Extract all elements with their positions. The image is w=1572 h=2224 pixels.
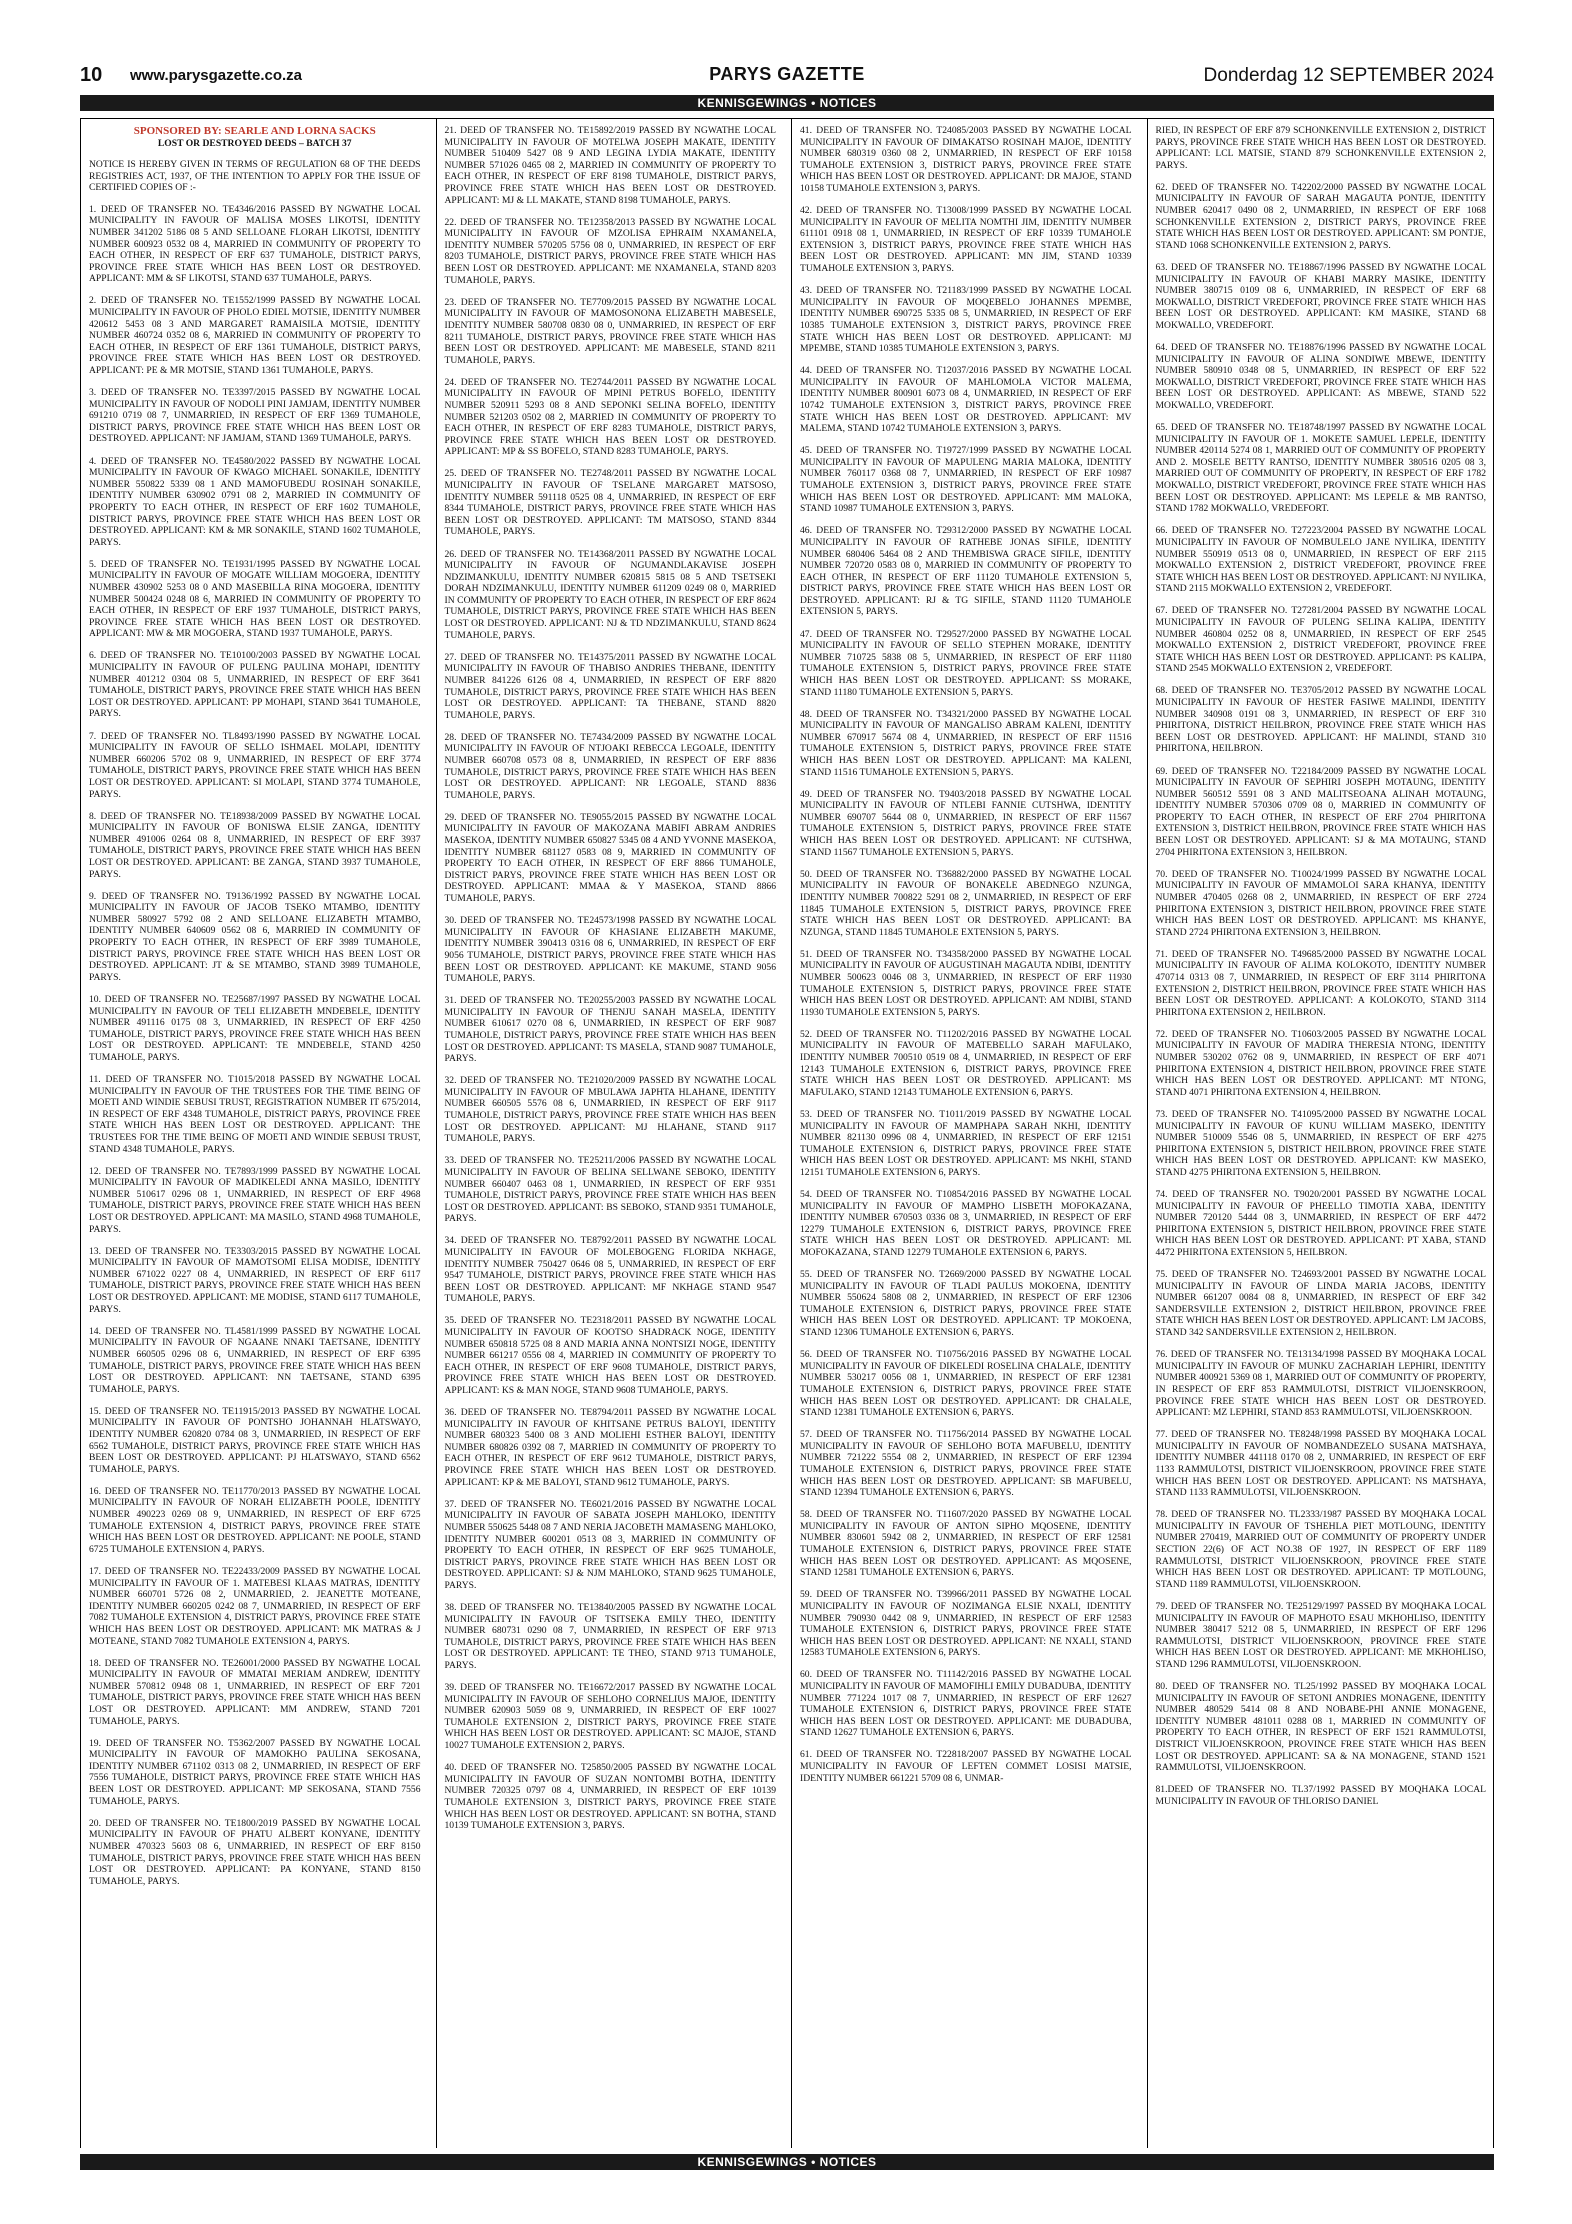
column-2 (436, 119, 784, 2148)
deed-notice-entry: 51. DEED OF TRANSFER NO. T34358/2000 PASSED BY NGWATHE LOCAL MUNICIPALITY IN FAVOUR OF AUGUSTINAH MAGAUTA NDIBI, IDENTITY NUMBER 500623 0046 08 3, UNMARRIED, IN RESPECT OF ERF 11930 TUMAHOLE EXTENSION 5, DISTRICT PARYS, PROVINCE FREE STATE WHICH HAS BEEN LOST OR DESTROYED. APPLICANT: AM NDIBI, STAND 11930 TUMAHOLE EXTENSION 5, PARYS. (800, 948, 1132, 1018)
deed-notice-entry: 63. DEED OF TRANSFER NO. TE18867/1996 PASSED BY NGWATHE LOCAL MUNICIPALITY IN FAVOUR OF KHABI MARRY MASIKE, IDENTITY NUMBER 380715 0109 08 6, UNMARRIED, IN RESPECT OF ERF 68 MOKWALLO, DISTRICT VREDEFORT, PROVINCE FREE STATE WHICH HAS BEEN LOST OR DESTROYED. APPLICANT: KM MASIKE, STAND 68 MOKWALLO, VREDEFORT. (1155, 261, 1486, 331)
deed-notice-entry: 46. DEED OF TRANSFER NO. T29312/2000 PASSED BY NGWATHE LOCAL MUNICIPALITY IN FAVOUR OF RATHEBE JONAS SIFILE, IDENTITY NUMBER 680406 5464 08 2 AND THEMBISWA GRACE SIFILE, IDENTITY NUMBER 720720 0583 08 0, MARRIED IN COMMUNITY OF PROPERTY TO EACH OTHER, IN RESPECT OF ERF 11120 TUMAHOLE EXTENSION 5, DISTRICT PARYS, PROVINCE FREE STATE WHICH HAS BEEN LOST OR DESTROYED. APPLICANT: RJ & TG SIFILE, STAND 11120 TUMAHOLE EXTENSION 5, PARYS. (800, 525, 1132, 618)
notices-banner-top: KENNISGEWINGS • NOTICES (80, 95, 1494, 111)
deed-notice-entry: 43. DEED OF TRANSFER NO. T21183/1999 PASSED BY NGWATHE LOCAL MUNICIPALITY IN FAVOUR OF MOQEBELO JOHANNES MPEMBE, IDENTITY NUMBER 690725 5335 08 5, UNMARRIED, IN RESPECT OF ERF 10385 TUMAHOLE EXTENSION 3, DISTRICT PARYS, PROVINCE FREE STATE WHICH HAS BEEN LOST OR DESTROYED. APPLICANT: MJ MPEMBE, STAND 10385 TUMAHOLE EXTENSION 3, PARYS. (800, 285, 1132, 355)
deed-notice-entry: 29. DEED OF TRANSFER NO. TE9055/2015 PASSED BY NGWATHE LOCAL MUNICIPALITY IN FAVOUR OF MAKOZANA MABIFI ABRAM ANDRIES MASEKOA, IDENTITY NUMBER 650827 5345 08 4 AND YVONNE MASEKOA, IDENTITY NUMBER 681127 0583 08 9, MARRIED IN COMMUNITY OF PROPERTY TO EACH OTHER, IN RESPECT OF ERF 8866 TUMAHOLE, DISTRICT PARYS, PROVINCE FREE STATE WHICH HAS BEEN LOST OR DESTROYED. APPLICANT: MMAA & Y MASEKOA, STAND 8866 TUMAHOLE, PARYS. (444, 811, 776, 905)
deed-notice-entry: 28. DEED OF TRANSFER NO. TE7434/2009 PASSED BY NGWATHE LOCAL MUNICIPALITY IN FAVOUR OF NTJOAKI REBECCA LEGOALE, IDENTITY NUMBER 660708 0573 08 8, UNMARRIED, IN RESPECT OF ERF 8836 TUMAHOLE, DISTRICT PARYS, PROVINCE FREE STATE WHICH HAS BEEN LOST OR DESTROYED. APPLICANT: NR LEGOALE, STAND 8836 TUMAHOLE, PARYS. (444, 731, 776, 801)
column-entries (1156, 125, 1487, 1807)
deed-notice-entry: 80. DEED OF TRANSFER NO. TL25/1992 PASSED BY MOQHAKA LOCAL MUNICIPALITY IN FAVOUR OF SETONI ANDRIES MONAGENE, IDENTITY NUMBER 480529 5414 08 8 AND NOBABE-PHI ANNIE MONAGENE, IDENTITY NUMBER 481011 0288 08 1, MARRIED IN COMMUNITY OF PROPERTY TO EACH OTHER, IN RESPECT OF ERF 1521 RAMMULOTSI, DISTRICT VILJOENSKROON, PROVINCE FREE STATE WHICH HAS BEEN LOST OR DESTROYED. APPLICANT: SA & NA MONAGENE, STAND 1521 RAMMULOTSI, VILJOENSKROON. (1155, 1680, 1486, 1774)
deed-notice-entry: 2. DEED OF TRANSFER NO. TE1552/1999 PASSED BY NGWATHE LOCAL MUNICIPALITY IN FAVOUR OF PHOLO EDIEL MOTSIE, IDENTITY NUMBER 420612 5453 08 3 AND MARGARET RAMAISILA MOTSIE, IDENTITY NUMBER 460724 0352 08 6, MARRIED IN COMMUNITY OF PROPERTY TO EACH OTHER, IN RESPECT OF ERF 1361 TUMAHOLE, DISTRICT PARYS, PROVINCE FREE STATE WHICH HAS BEEN LOST OR DESTROYED. APPLICANT: PE & MR MOTSIE, STAND 1361 TUMAHOLE, PARYS. (89, 295, 421, 376)
column-entries (445, 125, 777, 1832)
column-entries (800, 125, 1132, 1784)
deed-notice-entry: 54. DEED OF TRANSFER NO. T10854/2016 PASSED BY NGWATHE LOCAL MUNICIPALITY IN FAVOUR OF MAMPHO LISBETH MOFOKAZANA, IDENTITY NUMBER 670503 0336 08 3, UNMARRIED, IN RESPECT OF ERF 12279 TUMAHOLE EXTENSION 6, DISTRICT PARYS, PROVINCE FREE STATE WHICH HAS BEEN LOST OR DESTROYED. APPLICANT: ML MOFOKAZANA, STAND 12279 TUMAHOLE EXTENSION 6, PARYS. (800, 1189, 1132, 1258)
deed-notice-entry: 45. DEED OF TRANSFER NO. T19727/1999 PASSED BY NGWATHE LOCAL MUNICIPALITY IN FAVOUR OF MAPULENG MARIA MALOKA, IDENTITY NUMBER 760117 0368 08 7, UNMARRIED, IN RESPECT OF ERF 10987 TUMAHOLE EXTENSION 3, DISTRICT PARYS, PROVINCE FREE STATE WHICH HAS BEEN LOST OR DESTROYED. APPLICANT: MM MALOKA, STAND 10987 TUMAHOLE EXTENSION 3, PARYS. (800, 445, 1132, 515)
deed-notice-entry: 68. DEED OF TRANSFER NO. TE3705/2012 PASSED BY NGWATHE LOCAL MUNICIPALITY IN FAVOUR OF HESTER FASIWE MALINDI, IDENTITY NUMBER 340908 0191 08 3, UNMARRIED, IN RESPECT OF ERF 310 PHIRITONA, DISTRICT HEILBRON, PROVINCE FREE STATE WHICH HAS BEEN LOST OR DESTROYED. APPLICANT: HF MALINDI, STAND 310 PHIRITONA, HEILBRON. (1155, 685, 1486, 755)
deed-notice-entry: 12. DEED OF TRANSFER NO. TE7893/1999 PASSED BY NGWATHE LOCAL MUNICIPALITY IN FAVOUR OF MADIKELEDI ANNA MASILO, IDENTITY NUMBER 510617 0296 08 1, UNMARRIED, IN RESPECT OF ERF 4968 TUMAHOLE, DISTRICT PARYS, PROVINCE FREE STATE WHICH HAS BEEN LOST OR DESTROYED. APPLICANT: MA MASILO, STAND 4968 TUMAHOLE, PARYS. (89, 1165, 421, 1235)
deed-notice-entry: 53. DEED OF TRANSFER NO. T1011/2019 PASSED BY NGWATHE LOCAL MUNICIPALITY IN FAVOUR OF MAMPHAPA SARAH NKHI, IDENTITY NUMBER 821130 0996 08 4, UNMARRIED, IN RESPECT OF ERF 12151 TUMAHOLE EXTENSION 6, DISTRICT PARYS, PROVINCE FREE STATE WHICH HAS BEEN LOST OR DESTROYED. APPLICANT: MS NKHI, STAND 12151 TUMAHOLE EXTENSION 6, PARYS. (800, 1108, 1132, 1178)
deed-notice-entry: 59. DEED OF TRANSFER NO. T39966/2011 PASSED BY NGWATHE LOCAL MUNICIPALITY IN FAVOUR OF NOZIMANGA ELSIE NXALI, IDENTITY NUMBER 790930 0442 08 9, UNMARRIED, IN RESPECT OF ERF 12583 TUMAHOLE EXTENSION 6, DISTRICT PARYS, PROVINCE FREE STATE WHICH HAS BEEN LOST OR DESTROYED. APPLICANT: NE NXALI, STAND 12583 TUMAHOLE EXTENSION 6, PARYS. (800, 1589, 1132, 1659)
deed-notice-entry: 65. DEED OF TRANSFER NO. TE18748/1997 PASSED BY NGWATHE LOCAL MUNICIPALITY IN FAVOUR OF 1. MOKETE SAMUEL LEPELE, IDENTITY NUMBER 420114 5274 08 1, MARRIED OUT OF COMMUNITY OF PROPERTY AND 2. MOSELE BETTY RANTSO, IDENTITY NUMBER 380516 0205 08 3, MARRIED OUT OF COMMUNITY OF PROPERTY, IN RESPECT OF ERF 1782 MOKWALLO, DISTRICT VREDEFORT, PROVINCE FREE STATE WHICH HAS BEEN LOST OR DESTROYED. APPLICANT: MS LEPELE & MB RANTSO, STAND 1782 MOKWALLO, VREDEFORT. (1155, 422, 1486, 515)
deed-notice-entry: 41. DEED OF TRANSFER NO. T24085/2003 PASSED BY NGWATHE LOCAL MUNICIPALITY IN FAVOUR OF DIMAKATSO ROSINAH MAJOE, IDENTITY NUMBER 680319 0360 08 2, UNMARRIED, IN RESPECT OF ERF 10158 TUMAHOLE EXTENSION 3, DISTRICT PARYS, PROVINCE FREE STATE WHICH HAS BEEN LOST OR DESTROYED. APPLICANT: DR MAJOE, STAND 10158 TUMAHOLE EXTENSION 3, PARYS. (800, 125, 1132, 194)
deed-notice-entry: 57. DEED OF TRANSFER NO. T11756/2014 PASSED BY NGWATHE LOCAL MUNICIPALITY IN FAVOUR OF SEHLOHO BOTA MAFUBELU, IDENTITY NUMBER 721222 5554 08 2, UNMARRIED, IN RESPECT OF ERF 12394 TUMAHOLE EXTENSION 6, DISTRICT PARYS, PROVINCE FREE STATE WHICH HAS BEEN LOST OR DESTROYED. APPLICANT: SB MAFUBELU, STAND 12394 TUMAHOLE EXTENSION 6, PARYS. (800, 1429, 1132, 1499)
deed-notice-entry: 77. DEED OF TRANSFER NO. TE8248/1998 PASSED BY MOQHAKA LOCAL MUNICIPALITY IN FAVOUR OF NOMBANDEZELO SUSANA MATSHAYA, IDENTITY NUMBER 441118 0170 08 2, UNMARRIED, IN RESPECT OF ERF 1133 RAMMULOTSI, DISTRICT VILJOENSKROON, PROVINCE FREE STATE WHICH HAS BEEN LOST OR DESTROYED. APPLICANT: NS MATSHAYA, STAND 1133 RAMMULOTSI, VILJOENSKROON. (1155, 1429, 1486, 1499)
deed-notice-entry: 36. DEED OF TRANSFER NO. TE8794/2011 PASSED BY NGWATHE LOCAL MUNICIPALITY IN FAVOUR OF KHITSANE PETRUS BALOYI, IDENTITY NUMBER 680323 5400 08 3 AND MOLIEHI ESTHER BALOYI, IDENTITY NUMBER 680826 0392 08 7, MARRIED IN COMMUNITY OF PROPERTY TO EACH OTHER, IN RESPECT OF ERF 9612 TUMAHOLE, DISTRICT PARYS, PROVINCE FREE STATE WHICH HAS BEEN LOST OR DESTROYED. APPLICANT: KP & ME BALOYI, STAND 9612 TUMAHOLE, PARYS. (444, 1407, 776, 1488)
publication-name: PARYS GAZETTE (709, 64, 865, 84)
deed-notice-entry: 62. DEED OF TRANSFER NO. T42202/2000 PASSED BY NGWATHE LOCAL MUNICIPALITY IN FAVOUR OF SARAH MAGAUTA PONTJE, IDENTITY NUMBER 620417 0490 08 2, UNMARRIED, IN RESPECT OF ERF 1068 SCHONKENVILLE EXTENSION 2, DISTRICT PARYS, PROVINCE FREE STATE WHICH HAS BEEN LOST OR DESTROYED. APPLICANT: SM PONTJE, STAND 1068 SCHONKENVILLE EXTENSION 2, PARYS. (1155, 181, 1486, 251)
deed-notice-entry: 40. DEED OF TRANSFER NO. T25850/2005 PASSED BY NGWATHE LOCAL MUNICIPALITY IN FAVOUR OF SUZAN NONTOMBI BOTHA, IDENTITY NUMBER 720325 0797 08 4, UNMARRIED, IN RESPECT OF ERF 10139 TUMAHOLE EXTENSION 3, DISTRICT PARYS, PROVINCE FREE STATE WHICH HAS BEEN LOST OR DESTROYED. APPLICANT: SN BOTHA, STAND 10139 TUMAHOLE EXTENSION 3, PARYS. (444, 1762, 776, 1832)
sponsor-line: SPONSORED BY: SEARLE AND LORNA SACKS (133, 125, 376, 137)
deed-notice-entry: 50. DEED OF TRANSFER NO. T36882/2000 PASSED BY NGWATHE LOCAL MUNICIPALITY IN FAVOUR OF BONAKELE ABEDNEGO NZUNGA, IDENTITY NUMBER 700822 5291 08 2, UNMARRIED, IN RESPECT OF ERF 11845 TUMAHOLE EXTENSION 5, DISTRICT PARYS, PROVINCE FREE STATE WHICH HAS BEEN LOST OR DESTROYED. APPLICANT: BA NZUNGA, STAND 11845 TUMAHOLE EXTENSION 5, PARYS. (800, 868, 1132, 938)
deed-notice-entry: 26. DEED OF TRANSFER NO. TE14368/2011 PASSED BY NGWATHE LOCAL MUNICIPALITY IN FAVOUR OF NGUMANDLAKAVISE JOSEPH NDZIMANKULU, IDENTITY NUMBER 620815 5815 08 5 AND TSETSEKI DORAH NDZIMANKULU, IDENTITY NUMBER 611209 0249 08 0, MARRIED IN COMMUNITY OF PROPERTY TO EACH OTHER, IN RESPECT OF ERF 8624 TUMAHOLE, DISTRICT PARYS, PROVINCE FREE STATE WHICH HAS BEEN LOST OR DESTROYED. APPLICANT: NJ & TD NDZIMANKULU, STAND 8624 TUMAHOLE, PARYS. (444, 548, 776, 641)
deed-notice-entry: 8. DEED OF TRANSFER NO. TE18938/2009 PASSED BY NGWATHE LOCAL MUNICIPALITY IN FAVOUR OF BONISWA ELSIE ZANGA, IDENTITY NUMBER 491006 0264 08 8, UNMARRIED, IN RESPECT OF ERF 3937 TUMAHOLE, DISTRICT PARYS, PROVINCE FREE STATE WHICH HAS BEEN LOST OR DESTROYED. APPLICANT: BE ZANGA, STAND 3937 TUMAHOLE, PARYS. (89, 810, 421, 880)
deed-notice-entry: 58. DEED OF TRANSFER NO. T11607/2020 PASSED BY NGWATHE LOCAL MUNICIPALITY IN FAVOUR OF ANTON SIPHO MQOSENE, IDENTITY NUMBER 830601 5942 08 2, UNMARRIED, IN RESPECT OF ERF 12581 TUMAHOLE EXTENSION 6, DISTRICT PARYS, PROVINCE FREE STATE WHICH HAS BEEN LOST OR DESTROYED. APPLICANT: AS MQOSENE, STAND 12581 TUMAHOLE EXTENSION 6, PARYS. (800, 1509, 1132, 1579)
deed-notice-entry: 33. DEED OF TRANSFER NO. TE25211/2006 PASSED BY NGWATHE LOCAL MUNICIPALITY IN FAVOUR OF BELINA SELLWANE SEBOKO, IDENTITY NUMBER 660407 0463 08 1, UNMARRIED, IN RESPECT OF ERF 9351 TUMAHOLE, DISTRICT PARYS, PROVINCE FREE STATE WHICH HAS BEEN LOST OR DESTROYED. APPLICANT: BS SEBOKO, STAND 9351 TUMAHOLE, PARYS. (444, 1155, 776, 1225)
deed-notice-entry: 22. DEED OF TRANSFER NO. TE12358/2013 PASSED BY NGWATHE LOCAL MUNICIPALITY IN FAVOUR OF MZOLISA EPHRAIM NXAMANELA, IDENTITY NUMBER 570205 5756 08 0, UNMARRIED, IN RESPECT OF ERF 8203 TUMAHOLE, DISTRICT PARYS, PROVINCE FREE STATE WHICH HAS BEEN LOST OR DESTROYED. APPLICANT: ME NXAMANELA, STAND 8203 TUMAHOLE, PARYS. (444, 216, 776, 286)
deed-notice-entry: 48. DEED OF TRANSFER NO. T34321/2000 PASSED BY NGWATHE LOCAL MUNICIPALITY IN FAVOUR OF MANGALISO ABRAM KALENI, IDENTITY NUMBER 670917 5674 08 4, UNMARRIED, IN RESPECT OF ERF 11516 TUMAHOLE EXTENSION 5, DISTRICT PARYS, PROVINCE FREE STATE WHICH HAS BEEN LOST OR DESTROYED. APPLICANT: MA KALENI, STAND 11516 TUMAHOLE EXTENSION 5, PARYS. (800, 708, 1132, 778)
deed-notice-entry: 81.DEED OF TRANSFER NO. TL37/1992 PASSED BY MOQHAKA LOCAL MUNICIPALITY IN FAVOUR OF THLORISO DANIEL (1155, 1784, 1486, 1807)
deed-notice-entry: 1. DEED OF TRANSFER NO. TE4346/2016 PASSED BY NGWATHE LOCAL MUNICIPALITY IN FAVOUR OF MALISA MOSES LIKOTSI, IDENTITY NUMBER 341202 5186 08 5 AND SELLOANE FLORAH LIKOTSI, IDENTITY NUMBER 600923 0532 08 4, MARRIED IN COMMUNITY OF PROPERTY TO EACH OTHER, IN RESPECT OF ERF 637 TUMAHOLE, DISTRICT PARYS, PROVINCE FREE STATE WHICH HAS BEEN LOST OR DESTROYED. APPLICANT: MM & SF LIKOTSI, STAND 637 TUMAHOLE, PARYS. (89, 203, 421, 285)
deed-notice-entry: 16. DEED OF TRANSFER NO. TE11770/2013 PASSED BY NGWATHE LOCAL MUNICIPALITY IN FAVOUR OF NORAH ELIZABETH POOLE, IDENTITY NUMBER 490223 0269 08 9, UNMARRIED, IN RESPECT OF ERF 6725 TUMAHOLE EXTENSION 4, DISTRICT PARYS, PROVINCE FREE STATE WHICH HAS BEEN LOST OR DESTROYED. APPLICANT: NE POOLE, STAND 6725 TUMAHOLE EXTENSION 4, PARYS. (89, 1485, 421, 1555)
deed-notice-entry: 19. DEED OF TRANSFER NO. T5362/2007 PASSED BY NGWATHE LOCAL MUNICIPALITY IN FAVOUR OF MAMOKHO PAULINA SEKOSANA, IDENTITY NUMBER 671102 0313 08 2, UNMARRIED, IN RESPECT OF ERF 7556 TUMAHOLE, DISTRICT PARYS, PROVINCE FREE STATE WHICH HAS BEEN LOST OR DESTROYED. APPLICANT: MP SEKOSANA, STAND 7556 TUMAHOLE, PARYS. (89, 1737, 421, 1807)
deed-notice-entry: 21. DEED OF TRANSFER NO. TE15892/2019 PASSED BY NGWATHE LOCAL MUNICIPALITY IN FAVOUR OF MOTELWA JOSEPH MAKATE, IDENTITY NUMBER 510409 5427 08 9 AND LEGINA LYDIA MAKATE, IDENTITY NUMBER 571026 0465 08 2, MARRIED IN COMMUNITY OF PROPERTY TO EACH OTHER, IN RESPECT OF ERF 8198 TUMAHOLE, DISTRICT PARYS, PROVINCE FREE STATE WHICH HAS BEEN LOST OR DESTROYED. APPLICANT: MJ & LL MAKATE, STAND 8198 TUMAHOLE, PARYS. (444, 125, 776, 206)
deed-notice-entry: 5. DEED OF TRANSFER NO. TE1931/1995 PASSED BY NGWATHE LOCAL MUNICIPALITY IN FAVOUR OF MOGATE WILLIAM MOGOERA, IDENTITY NUMBER 430902 5253 08 0 AND MASEBILLA RINA MOGOERA, IDENTITY NUMBER 500424 0248 08 6, MARRIED IN COMMUNITY OF PROPERTY TO EACH OTHER, IN RESPECT OF ERF 1937 TUMAHOLE, DISTRICT PARYS, PROVINCE FREE STATE WHICH HAS BEEN LOST OR DESTROYED. APPLICANT: MW & MR MOGOERA, STAND 1937 TUMAHOLE, PARYS. (89, 558, 421, 640)
deed-notice-entry: 70. DEED OF TRANSFER NO. T10024/1999 PASSED BY NGWATHE LOCAL MUNICIPALITY IN FAVOUR OF MMAMOLOI SARA KHANYA, IDENTITY NUMBER 470405 0268 08 2, UNMARRIED, IN RESPECT OF ERF 2724 PHIRITONA EXTENSION 3, DISTRICT HEILBRON, PROVINCE FREE STATE WHICH HAS BEEN LOST OR DESTROYED. APPLICANT: MS KHANYE, STAND 2724 PHIRITONA EXTENSION 3, HEILBRON. (1155, 868, 1486, 938)
deed-notice-entry: 4. DEED OF TRANSFER NO. TE4580/2022 PASSED BY NGWATHE LOCAL MUNICIPALITY IN FAVOUR OF KWAGO MICHAEL SONAKILE, IDENTITY NUMBER 550822 5339 08 1 AND MAMOFUBEDU ROSINAH SONAKILE, IDENTITY NUMBER 630902 0791 08 2, MARRIED IN COMMUNITY OF PROPERTY TO EACH OTHER, IN RESPECT OF ERF 1602 TUMAHOLE, DISTRICT PARYS, PROVINCE FREE STATE WHICH HAS BEEN LOST OR DESTROYED. APPLICANT: KM & MR SONAKILE, STAND 1602 TUMAHOLE, PARYS. (89, 455, 421, 548)
deed-notice-entry: 23. DEED OF TRANSFER NO. TE7709/2015 PASSED BY NGWATHE LOCAL MUNICIPALITY IN FAVOUR OF MAMOSONONA ELIZABETH MABESELE, IDENTITY NUMBER 580708 0830 08 0, UNMARRIED, IN RESPECT OF ERF 8211 TUMAHOLE, DISTRICT PARYS, PROVINCE FREE STATE WHICH HAS BEEN LOST OR DESTROYED. APPLICANT: ME MABESELE, STAND 8211 TUMAHOLE, PARYS. (444, 296, 776, 366)
deed-notice-entry: 17. DEED OF TRANSFER NO. TE22433/2009 PASSED BY NGWATHE LOCAL MUNICIPALITY IN FAVOUR OF 1. MATEBESI KLAAS MATRAS, IDENTITY NUMBER 660701 5726 08 2, UNMARRIED, 2. JEANETTE MOTEANE, IDENTITY NUMBER 660205 0242 08 7, UNMARRIED, IN RESPECT OF ERF 7082 TUMAHOLE EXTENSION 4, DISTRICT PARYS, PROVINCE FREE STATE WHICH HAS BEEN LOST OR DESTROYED. APPLICANT: MK MATRAS & J MOTEANE, STAND 7082 TUMAHOLE EXTENSION 4, PARYS. (89, 1565, 421, 1647)
deed-notice-entry: 11. DEED OF TRANSFER NO. T1015/2018 PASSED BY NGWATHE LOCAL MUNICIPALITY IN FAVOUR OF THE TRUSTEES FOR THE TIME BEING OF MOETI AND WINDIE SEBUSI TRUST, REGISTRATION NUMBER IT 675/2014, IN RESPECT OF ERF 4348 TUMAHOLE, DISTRICT PARYS, PROVINCE FREE STATE WHICH HAS BEEN LOST OR DESTROYED. APPLICANT: THE TRUSTEES FOR THE TIME BEING OF MOETI AND WINDIE SEBUSI TRUST, STAND 4348 TUMAHOLE, PARYS. (89, 1073, 421, 1155)
column-1 (80, 119, 428, 2148)
deed-notice-entry: 15. DEED OF TRANSFER NO. TE11915/2013 PASSED BY NGWATHE LOCAL MUNICIPALITY IN FAVOUR OF PONTSHO JOHANNAH HLATSWAYO, IDENTITY NUMBER 620820 0784 08 3, UNMARRIED, IN RESPECT OF ERF 6562 TUMAHOLE, DISTRICT PARYS, PROVINCE FREE STATE WHICH HAS BEEN LOST OR DESTROYED. APPLICANT: PJ HLATSWAYO, STAND 6562 TUMAHOLE, PARYS. (89, 1405, 421, 1475)
deed-notice-entry: 3. DEED OF TRANSFER NO. TE3397/2015 PASSED BY NGWATHE LOCAL MUNICIPALITY IN FAVOUR OF NODOLI PINI JAMJAM, IDENTITY NUMBER 691210 0719 08 7, UNMARRIED, IN RESPECT OF ERF 1369 TUMAHOLE, DISTRICT PARYS, PROVINCE FREE STATE WHICH HAS BEEN LOST OR DESTROYED. APPLICANT: NF JAMJAM, STAND 1369 TUMAHOLE, PARYS. (89, 387, 421, 445)
deed-notice-entry: 42. DEED OF TRANSFER NO. T13008/1999 PASSED BY NGWATHE LOCAL MUNICIPALITY IN FAVOUR OF MELITA NOMTHI JIM, IDENTITY NUMBER 611101 0918 08 1, UNMARRIED, IN RESPECT OF ERF 10339 TUMAHOLE EXTENSION 3, DISTRICT PARYS, PROVINCE FREE STATE WHICH HAS BEEN LOST OR DESTROYED. APPLICANT: MN JIM, STAND 10339 TUMAHOLE EXTENSION 3, PARYS. (800, 205, 1132, 275)
deed-notice-entry: 34. DEED OF TRANSFER NO. TE8792/2011 PASSED BY NGWATHE LOCAL MUNICIPALITY IN FAVOUR OF MOLEBOGENG FLORIDA NKHAGE, IDENTITY NUMBER 750427 0646 08 5, UNMARRIED, IN RESPECT OF ERF 9547 TUMAHOLE, DISTRICT PARYS, PROVINCE FREE STATE WHICH HAS BEEN LOST OR DESTROYED. APPLICANT: MF NKHAGE STAND 9547 TUMAHOLE, PARYS. (444, 1235, 776, 1305)
deed-notice-entry: 49. DEED OF TRANSFER NO. T9403/2018 PASSED BY NGWATHE LOCAL MUNICIPALITY IN FAVOUR OF NTLEBI FANNIE CUTSHWA, IDENTITY NUMBER 690707 5644 08 0, UNMARRIED, IN RESPECT OF ERF 11567 TUMAHOLE EXTENSION 5, DISTRICT PARYS, PROVINCE FREE STATE WHICH HAS BEEN LOST OR DESTROYED. APPLICANT: NF CUTSHWA, STAND 11567 TUMAHOLE EXTENSION 5, PARYS. (800, 788, 1132, 858)
deed-notice-entry: 13. DEED OF TRANSFER NO. TE3303/2015 PASSED BY NGWATHE LOCAL MUNICIPALITY IN FAVOUR OF MAMOTSOMI ELISA MODISE, IDENTITY NUMBER 671022 0227 08 4, UNMARRIED, IN RESPECT OF ERF 6117 TUMAHOLE, DISTRICT PARYS, PROVINCE FREE STATE WHICH HAS BEEN LOST OR DESTROYED. APPLICANT: ME MODISE, STAND 6117 TUMAHOLE, PARYS. (89, 1245, 421, 1315)
deed-notice-entry: 67. DEED OF TRANSFER NO. T27281/2004 PASSED BY NGWATHE LOCAL MUNICIPALITY IN FAVOUR OF PULENG SELINA KALIPA, IDENTITY NUMBER 460804 0252 08 8, UNMARRIED, IN RESPECT OF ERF 2545 MOKWALLO EXTENSION 2, DISTRICT VREDEFORT, PROVINCE FREE STATE WHICH HAS BEEN LOST OR DESTROYED. APPLICANT: PS KALIPA, STAND 2545 MOKWALLO EXTENSION 2, VREDEFORT. (1155, 605, 1486, 675)
deed-notice-entry: 76. DEED OF TRANSFER NO. TE13134/1998 PASSED BY MOQHAKA LOCAL MUNICIPALITY IN FAVOUR OF MUNKU ZACHARIAH LEPHIRI, IDENTITY NUMBER 400921 5369 08 1, MARRIED OUT OF COMMUNITY OF PROPERTY, IN RESPECT OF ERF 853 RAMMULOTSI, DISTRICT VILJOENSKROON, PROVINCE FREE STATE WHICH HAS BEEN LOST OR DESTROYED. APPLICANT: MZ LEPHIRI, STAND 853 RAMMULOTSI, VILJOENSKROON. (1155, 1349, 1486, 1419)
deed-notice-entry: 18. DEED OF TRANSFER NO. TE26001/2000 PASSED BY NGWATHE LOCAL MUNICIPALITY IN FAVOUR OF MMATAI MERIAM ANDREW, IDENTITY NUMBER 570812 0948 08 1, UNMARRIED, IN RESPECT OF ERF 7201 TUMAHOLE, DISTRICT PARYS, PROVINCE FREE STATE WHICH HAS BEEN LOST OR DESTROYED. APPLICANT: MM ANDREW, STAND 7201 TUMAHOLE, PARYS. (89, 1657, 421, 1727)
deed-notice-entry: 73. DEED OF TRANSFER NO. T41095/2000 PASSED BY NGWATHE LOCAL MUNICIPALITY IN FAVOUR OF KUNU WILLIAM MASEKO, IDENTITY NUMBER 510009 5546 08 5, UNMARRIED, IN RESPECT OF ERF 4275 PHIRITONA EXTENSION 5, DISTRICT HEILBRON, PROVINCE FREE STATE WHICH HAS BEEN LOST OR DESTROYED. APPLICANT: KW MASEKO, STAND 4275 PHIRITONA EXTENSION 5, HEILBRON. (1155, 1108, 1486, 1178)
deed-notice-entry: 38. DEED OF TRANSFER NO. TE13840/2005 PASSED BY NGWATHE LOCAL MUNICIPALITY IN FAVOUR OF TSITSEKA EMILY THEO, IDENTITY NUMBER 680731 0290 08 7, UNMARRIED, IN RESPECT OF ERF 9713 TUMAHOLE, DISTRICT PARYS, PROVINCE FREE STATE WHICH HAS BEEN LOST OR DESTROYED. APPLICANT: TE THEO, STAND 9713 TUMAHOLE, PARYS. (444, 1602, 776, 1671)
deed-notice-entry: 31. DEED OF TRANSFER NO. TE20255/2003 PASSED BY NGWATHE LOCAL MUNICIPALITY IN FAVOUR OF THENJU SANAH MASELA, IDENTITY NUMBER 610617 0270 08 6, UNMARRIED, IN RESPECT OF ERF 9087 TUMAHOLE, DISTRICT PARYS, PROVINCE FREE STATE WHICH HAS BEEN LOST OR DESTROYED. APPLICANT: TS MASELA, STAND 9087 TUMAHOLE, PARYS. (444, 995, 776, 1065)
publication-date: Donderdag 12 SEPTEMBER 2024 (1203, 65, 1494, 86)
deed-notice-entry: 20. DEED OF TRANSFER NO. TE1800/2019 PASSED BY NGWATHE LOCAL MUNICIPALITY IN FAVOUR OF PHATU ALBERT KONYANE, IDENTITY NUMBER 470323 5603 08 6, UNMARRIED, IN RESPECT OF ERF 8150 TUMAHOLE, DISTRICT PARYS, PROVINCE FREE STATE WHICH HAS BEEN LOST OR DESTROYED. APPLICANT: PA KONYANE, STAND 8150 TUMAHOLE, PARYS. (89, 1817, 421, 1887)
deed-notice-entry: 56. DEED OF TRANSFER NO. T10756/2016 PASSED BY NGWATHE LOCAL MUNICIPALITY IN FAVOUR OF DIKELEDI ROSELINA CHALALE, IDENTITY NUMBER 530217 0056 08 1, UNMARRIED, IN RESPECT OF ERF 12381 TUMAHOLE EXTENSION 6, DISTRICT PARYS, PROVINCE FREE STATE WHICH HAS BEEN LOST OR DESTROYED. APPLICANT: DR CHALALE, STAND 12381 TUMAHOLE EXTENSION 6, PARYS. (800, 1349, 1132, 1419)
column-3 (791, 119, 1139, 2148)
deed-notice-entry: 74. DEED OF TRANSFER NO. T9020/2001 PASSED BY NGWATHE LOCAL MUNICIPALITY IN FAVOUR OF PHEELLO TIMOTIA XABA, IDENTITY NUMBER 720120 5444 08 3, UNMARRIED, IN RESPECT OF ERF 4472 PHIRITONA EXTENSION 5, DISTRICT HEILBRON, PROVINCE FREE STATE WHICH HAS BEEN LOST OR DESTROYED. APPLICANT: PT XABA, STAND 4472 PHIRITONA EXTENSION 5, HEILBRON. (1155, 1189, 1486, 1258)
deed-notice-entry: 75. DEED OF TRANSFER NO. T24693/2001 PASSED BY NGWATHE LOCAL MUNICIPALITY IN FAVOUR OF LINDA MARIA JACOBS, IDENTITY NUMBER 661207 0084 08 8, UNMARRIED, IN RESPECT OF ERF 342 SANDERSVILLE EXTENSION 2, DISTRICT HEILBRON, PROVINCE FREE STATE WHICH HAS BEEN LOST OR DESTROYED. APPLICANT: LM JACOBS, STAND 342 SANDERSVILLE EXTENSION 2, HEILBRON. (1155, 1269, 1486, 1339)
page-number: 10 (80, 64, 103, 86)
deed-notice-entry: 7. DEED OF TRANSFER NO. TL8493/1990 PASSED BY NGWATHE LOCAL MUNICIPALITY IN FAVOUR OF SELLO ISHMAEL MOLAPI, IDENTITY NUMBER 660206 5702 08 9, UNMARRIED, IN RESPECT OF ERF 3774 TUMAHOLE, DISTRICT PARYS, PROVINCE FREE STATE WHICH HAS BEEN LOST OR DESTROYED. APPLICANT: SI MOLAPI, STAND 3774 TUMAHOLE, PARYS. (89, 730, 421, 800)
notices-columns (80, 118, 1494, 2148)
notices-banner-bottom: KENNISGEWINGS • NOTICES (80, 2154, 1494, 2170)
deed-notice-entry: 72. DEED OF TRANSFER NO. T10603/2005 PASSED BY NGWATHE LOCAL MUNICIPALITY IN FAVOUR OF MADIRA THERESIA NTONG, IDENTITY NUMBER 530202 0762 08 9, UNMARRIED, IN RESPECT OF ERF 4071 PHIRITONA EXTENSION 4, DISTRICT HEILBRON, PROVINCE FREE STATE WHICH HAS BEEN LOST OR DESTROYED. APPLICANT: MT NTONG, STAND 4071 PHIRITONA EXTENSION 4, HEILBRON. (1155, 1028, 1486, 1098)
deed-notice-entry: 79. DEED OF TRANSFER NO. TE25129/1997 PASSED BY MOQHAKA LOCAL MUNICIPALITY IN FAVOUR OF MAPHOTO ESAU MKHOHLISO, IDENTITY NUMBER 380417 5212 08 5, UNMARRIED, IN RESPECT OF ERF 1296 RAMMULOTSI, DISTRICT VILJOENSKROON, PROVINCE FREE STATE WHICH HAS BEEN LOST OR DESTROYED. APPLICANT: ME MKHOHLISO, STAND 1296 RAMMULOTSI, VILJOENSKROON. (1155, 1600, 1486, 1670)
deed-notice-entry: 10. DEED OF TRANSFER NO. TE25687/1997 PASSED BY NGWATHE LOCAL MUNICIPALITY IN FAVOUR OF TELI ELIZABETH MNDEBELE, IDENTITY NUMBER 491116 0175 08 3, UNMARRIED, IN RESPECT OF ERF 4250 TUMAHOLE, DISTRICT PARYS, PROVINCE FREE STATE WHICH HAS BEEN LOST OR DESTROYED. APPLICANT: TE MNDEBELE, STAND 4250 TUMAHOLE, PARYS. (89, 993, 421, 1063)
deed-notice-entry: 37. DEED OF TRANSFER NO. TE6021/2016 PASSED BY NGWATHE LOCAL MUNICIPALITY IN FAVOUR OF SABATA JOSEPH MAHLOKO, IDENTITY NUMBER 550625 5448 08 7 AND NERIA JACOBETH MAMASENG MAHLOKO, IDENTITY NUMBER 600201 0513 08 3, MARRIED IN COMMUNITY OF PROPERTY TO EACH OTHER, IN RESPECT OF ERF 9625 TUMAHOLE, DISTRICT PARYS, PROVINCE FREE STATE WHICH HAS BEEN LOST OR DESTROYED. APPLICANT: SJ & NJM MAHLOKO, STAND 9625 TUMAHOLE, PARYS. (444, 1498, 776, 1591)
deed-notice-entry: 39. DEED OF TRANSFER NO. TE16672/2017 PASSED BY NGWATHE LOCAL MUNICIPALITY IN FAVOUR OF SEHLOHO CORNELIUS MAJOE, IDENTITY NUMBER 620903 5059 08 9, UNMARRIED, IN RESPECT OF ERF 10027 TUMAHOLE EXTENSION 2, DISTRICT PARYS, PROVINCE FREE STATE WHICH HAS BEEN LOST OR DESTROYED. APPLICANT: SC MAJOE, STAND 10027 TUMAHOLE EXTENSION 2, PARYS. (444, 1682, 776, 1752)
website-url[interactable]: www.parysgazette.co.za (130, 67, 303, 84)
deed-notice-entry: 35. DEED OF TRANSFER NO. TE2318/2011 PASSED BY NGWATHE LOCAL MUNICIPALITY IN FAVOUR OF KOOTSO SHADRACK NOGE, IDENTITY NUMBER 650818 5725 08 8 AND MARIA ANNA NONTSIZI NOGE, IDENTITY NUMBER 661217 0556 08 4, MARRIED IN COMMUNITY OF PROPERTY TO EACH OTHER, IN RESPECT OF ERF 9608 TUMAHOLE, DISTRICT PARYS, PROVINCE FREE STATE WHICH HAS BEEN LOST OR DESTROYED. APPLICANT: KS & MAN NOGE, STAND 9608 TUMAHOLE, PARYS. (444, 1315, 776, 1396)
notice-subtitle: LOST OR DESTROYED DEEDS – BATCH 37 (157, 138, 352, 149)
deed-notice-entry: 30. DEED OF TRANSFER NO. TE24573/1998 PASSED BY NGWATHE LOCAL MUNICIPALITY IN FAVOUR OF KHASIANE ELIZABETH MAKUME, IDENTITY NUMBER 390413 0316 08 6, UNMARRIED, IN RESPECT OF ERF 9056 TUMAHOLE, DISTRICT PARYS, PROVINCE FREE STATE WHICH HAS BEEN LOST OR DESTROYED. APPLICANT: KE MAKUME, STAND 9056 TUMAHOLE, PARYS. (444, 915, 776, 985)
deed-notice-entry: 55. DEED OF TRANSFER NO. T2669/2000 PASSED BY NGWATHE LOCAL MUNICIPALITY IN FAVOUR OF TLADI PAULUS MOKOENA, IDENTITY NUMBER 550624 5808 08 2, UNMARRIED, IN RESPECT OF ERF 12306 TUMAHOLE EXTENSION 6, DISTRICT PARYS, PROVINCE FREE STATE WHICH HAS BEEN LOST OR DESTROYED. APPLICANT: TP MOKOENA, STAND 12306 TUMAHOLE EXTENSION 6, PARYS. (800, 1269, 1132, 1339)
deed-notice-entry: 47. DEED OF TRANSFER NO. T29527/2000 PASSED BY NGWATHE LOCAL MUNICIPALITY IN FAVOUR OF SELLO STEPHEN MORAKE, IDENTITY NUMBER 710725 5838 08 5, UNMARRIED, IN RESPECT OF ERF 11180 TUMAHOLE EXTENSION 5, DISTRICT PARYS, PROVINCE FREE STATE WHICH HAS BEEN LOST OR DESTROYED. APPLICANT: SS MORAKE, STAND 11180 TUMAHOLE EXTENSION 5, PARYS. (800, 628, 1132, 698)
deed-notice-entry: 71. DEED OF TRANSFER NO. T49685/2000 PASSED BY NGWATHE LOCAL MUNICIPALITY IN FAVOUR OF ALIMA KOLOKOTO, IDENTITY NUMBER 470714 0313 08 7, UNMARRIED, IN RESPECT OF ERF 3114 PHIRITONA EXTENSION 2, DISTRICT HEILBRON, PROVINCE FREE STATE WHICH HAS BEEN LOST OR DESTROYED. APPLICANT: A KOLOKOTO, STAND 3114 PHIRITONA EXTENSION 2, HEILBRON. (1155, 948, 1486, 1018)
deed-notice-entry: 52. DEED OF TRANSFER NO. T11202/2016 PASSED BY NGWATHE LOCAL MUNICIPALITY IN FAVOUR OF MATEBELLO SARAH MAFULAKO, IDENTITY NUMBER 700510 0519 08 4, UNMARRIED, IN RESPECT OF ERF 12143 TUMAHOLE EXTENSION 6, DISTRICT PARYS, PROVINCE FREE STATE WHICH HAS BEEN LOST OR DESTROYED. APPLICANT: MS MAFULAKO, STAND 12143 TUMAHOLE EXTENSION 6, PARYS. (800, 1028, 1132, 1098)
notice-intro: NOTICE IS HEREBY GIVEN IN TERMS OF REGULATION 68 OF THE DEEDS REGISTRIES ACT, 1937, OF THE INTENTION TO APPLY FOR THE ISSUE OF CERTIFIED COPIES OF :- (89, 159, 421, 194)
deed-notice-entry: 64. DEED OF TRANSFER NO. TE18876/1996 PASSED BY NGWATHE LOCAL MUNICIPALITY IN FAVOUR OF ALINA SONDIWE MBEWE, IDENTITY NUMBER 580910 0348 08 5, UNMARRIED, IN RESPECT OF ERF 522 MOKWALLO, DISTRICT VREDEFORT, PROVINCE FREE STATE WHICH HAS BEEN LOST OR DESTROYED. APPLICANT: AS MBEWE, STAND 522 MOKWALLO, VREDEFORT. (1155, 342, 1486, 411)
deed-notice-entry: 6. DEED OF TRANSFER NO. TE10100/2003 PASSED BY NGWATHE LOCAL MUNICIPALITY IN FAVOUR OF PULENG PAULINA MOHAPI, IDENTITY NUMBER 401212 0304 08 5, UNMARRIED, IN RESPECT OF ERF 3641 TUMAHOLE, DISTRICT PARYS, PROVINCE FREE STATE WHICH HAS BEEN LOST OR DESTROYED. APPLICANT: PP MOHAPI, STAND 3641 TUMAHOLE, PARYS. (89, 650, 421, 720)
page-header (80, 64, 1494, 90)
column-4 (1147, 119, 1495, 2148)
deed-notice-entry: 32. DEED OF TRANSFER NO. TE21020/2009 PASSED BY NGWATHE LOCAL MUNICIPALITY IN FAVOUR OF MBULAWA JAPHTA HLAHANE, IDENTITY NUMBER 660505 5576 08 6, UNMARRIED, IN RESPECT OF ERF 9117 TUMAHOLE, DISTRICT PARYS, PROVINCE FREE STATE WHICH HAS BEEN LOST OR DESTROYED. APPLICANT: MJ HLAHANE, STAND 9117 TUMAHOLE, PARYS. (444, 1075, 776, 1145)
deed-notice-entry: 69. DEED OF TRANSFER NO. T22184/2009 PASSED BY NGWATHE LOCAL MUNICIPALITY IN FAVOUR OF SEPHIRI JOSEPH MOTAUNG, IDENTITY NUMBER 560512 5591 08 3 AND MALITSEOANA ALINAH MOTAUNG, IDENTITY NUMBER 570306 0709 08 0, MARRIED IN COMMUNITY OF PROPERTY TO EACH OTHER, IN RESPECT OF ERF 2704 PHIRITONA EXTENSION 3, DISTRICT HEILBRON, PROVINCE FREE STATE WHICH HAS BEEN LOST OR DESTROYED. APPLICANT: SJ & MA MOTAUNG, STAND 2704 PHIRITONA EXTENSION 3, HEILBRON. (1155, 765, 1486, 858)
deed-notice-entry: 60. DEED OF TRANSFER NO. T11142/2016 PASSED BY NGWATHE LOCAL MUNICIPALITY IN FAVOUR OF MAMOFIHLI EMILY DUBADUBA, IDENTITY NUMBER 771224 1017 08 7, UNMARRIED, IN RESPECT OF ERF 12627 TUMAHOLE EXTENSION 6, DISTRICT PARYS, PROVINCE FREE STATE WHICH HAS BEEN LOST OR DESTROYED. APPLICANT: ME DUBADUBA, STAND 12627 TUMAHOLE EXTENSION 6, PARYS. (800, 1669, 1132, 1739)
deed-notice-entry: 14. DEED OF TRANSFER NO. TL4581/1999 PASSED BY NGWATHE LOCAL MUNICIPALITY IN FAVOUR OF NGAANE NNAKI TAETSANE, IDENTITY NUMBER 660505 0296 08 6, UNMARRIED, IN RESPECT OF ERF 6395 TUMAHOLE, DISTRICT PARYS, PROVINCE FREE STATE WHICH HAS BEEN LOST OR DESTROYED. APPLICANT: NN TAETSANE, STAND 6395 TUMAHOLE, PARYS. (89, 1325, 421, 1395)
deed-notice-entry: 66. DEED OF TRANSFER NO. T27223/2004 PASSED BY NGWATHE LOCAL MUNICIPALITY IN FAVOUR OF NOMBULELO JANE NYILIKA, IDENTITY NUMBER 550919 0513 08 0, UNMARRIED, IN RESPECT OF ERF 2115 MOKWALLO EXTENSION 2, DISTRICT VREDEFORT, PROVINCE FREE STATE WHICH HAS BEEN LOST OR DESTROYED. APPLICANT: NJ NYILIKA, STAND 2115 MOKWALLO EXTENSION 2, VREDEFORT. (1155, 525, 1486, 595)
deed-notice-entry: RIED, IN RESPECT OF ERF 879 SCHONKENVILLE EXTENSION 2, DISTRICT PARYS, PROVINCE FREE STATE WHICH HAS BEEN LOST OR DESTROYED. APPLICANT: LCL MATSIE, STAND 879 SCHONKENVILLE EXTENSION 2, PARYS. (1155, 125, 1486, 171)
deed-notice-entry: 61. DEED OF TRANSFER NO. T22818/2007 PASSED BY NGWATHE LOCAL MUNICIPALITY IN FAVOUR OF LEFTEN COMMET LOSISI MATSIE, IDENTITY NUMBER 661221 5709 08 6, UNMAR- (800, 1749, 1132, 1784)
deed-notice-entry: 9. DEED OF TRANSFER NO. T9136/1992 PASSED BY NGWATHE LOCAL MUNICIPALITY IN FAVOUR OF JACOB TSEKO MTAMBO, IDENTITY NUMBER 580927 5792 08 2 AND SELLOANE ELIZABETH MTAMBO, IDENTITY NUMBER 640609 0562 08 6, MARRIED IN COMMUNITY OF PROPERTY TO EACH OTHER, IN RESPECT OF ERF 3989 TUMAHOLE, DISTRICT PARYS, PROVINCE FREE STATE WHICH HAS BEEN LOST OR DESTROYED. APPLICANT: JT & SE MTAMBO, STAND 3989 TUMAHOLE, PARYS. (89, 890, 421, 983)
column-entries (89, 204, 421, 1888)
deed-notice-entry: 25. DEED OF TRANSFER NO. TE2748/2011 PASSED BY NGWATHE LOCAL MUNICIPALITY IN FAVOUR OF TSELANE MARGARET MATSOSO, IDENTITY NUMBER 591118 0525 08 4, UNMARRIED, IN RESPECT OF ERF 8344 TUMAHOLE, DISTRICT PARYS, PROVINCE FREE STATE WHICH HAS BEEN LOST OR DESTROYED. APPLICANT: TM MATSOSO, STAND 8344 TUMAHOLE, PARYS. (444, 468, 776, 538)
deed-notice-entry: 24. DEED OF TRANSFER NO. TE2744/2011 PASSED BY NGWATHE LOCAL MUNICIPALITY IN FAVOUR OF MPINI PETRUS BOFELO, IDENTITY NUMBER 520911 5293 08 8 AND SEPONKI SELINA BOFELO, IDENTITY NUMBER 521203 0502 08 2, MARRIED IN COMMUNITY OF PROPERTY TO EACH OTHER, IN RESPECT OF ERF 8283 TUMAHOLE, DISTRICT PARYS, PROVINCE FREE STATE WHICH HAS BEEN LOST OR DESTROYED. APPLICANT: MP & SS BOFELO, STAND 8283 TUMAHOLE, PARYS. (444, 376, 776, 458)
deed-notice-entry: 78. DEED OF TRANSFER NO. TL2333/1987 PASSED BY MOQHAKA LOCAL MUNICIPALITY IN FAVOUR OF TSHEHLA PIET MOTLOUNG, IDENTITY NUMBER 270419, MARRIED OUT OF COMMUNITY OF PROPERTY UNDER SECTION 22(6) OF ACT NO.38 OF 1927, IN RESPECT OF ERF 1189 RAMMULOTSI, DISTRICT VILJOENSKROON, PROVINCE FREE STATE WHICH HAS BEEN LOST OR DESTROYED. APPLICANT: TP MOTLOUNG, STAND 1189 RAMMULOTSI, VILJOENSKROON. (1155, 1509, 1486, 1590)
deed-notice-entry: 44. DEED OF TRANSFER NO. T12037/2016 PASSED BY NGWATHE LOCAL MUNICIPALITY IN FAVOUR OF MAHLOMOLA VICTOR MALEMA, IDENTITY NUMBER 800901 6073 08 4, UNMARRIED, IN RESPECT OF ERF 10742 TUMAHOLE EXTENSION 3, DISTRICT PARYS, PROVINCE FREE STATE WHICH HAS BEEN LOST OR DESTROYED. APPLICANT: MV MALEMA, STAND 10742 TUMAHOLE EXTENSION 3, PARYS. (800, 365, 1132, 435)
deed-notice-entry: 27. DEED OF TRANSFER NO. TE14375/2011 PASSED BY NGWATHE LOCAL MUNICIPALITY IN FAVOUR OF THABISO ANDRIES THEBANE, IDENTITY NUMBER 841226 6126 08 4, UNMARRIED, IN RESPECT OF ERF 8820 TUMAHOLE, DISTRICT PARYS, PROVINCE FREE STATE WHICH HAS BEEN LOST OR DESTROYED. APPLICANT: TA THEBANE, STAND 8820 TUMAHOLE, PARYS. (444, 651, 776, 721)
